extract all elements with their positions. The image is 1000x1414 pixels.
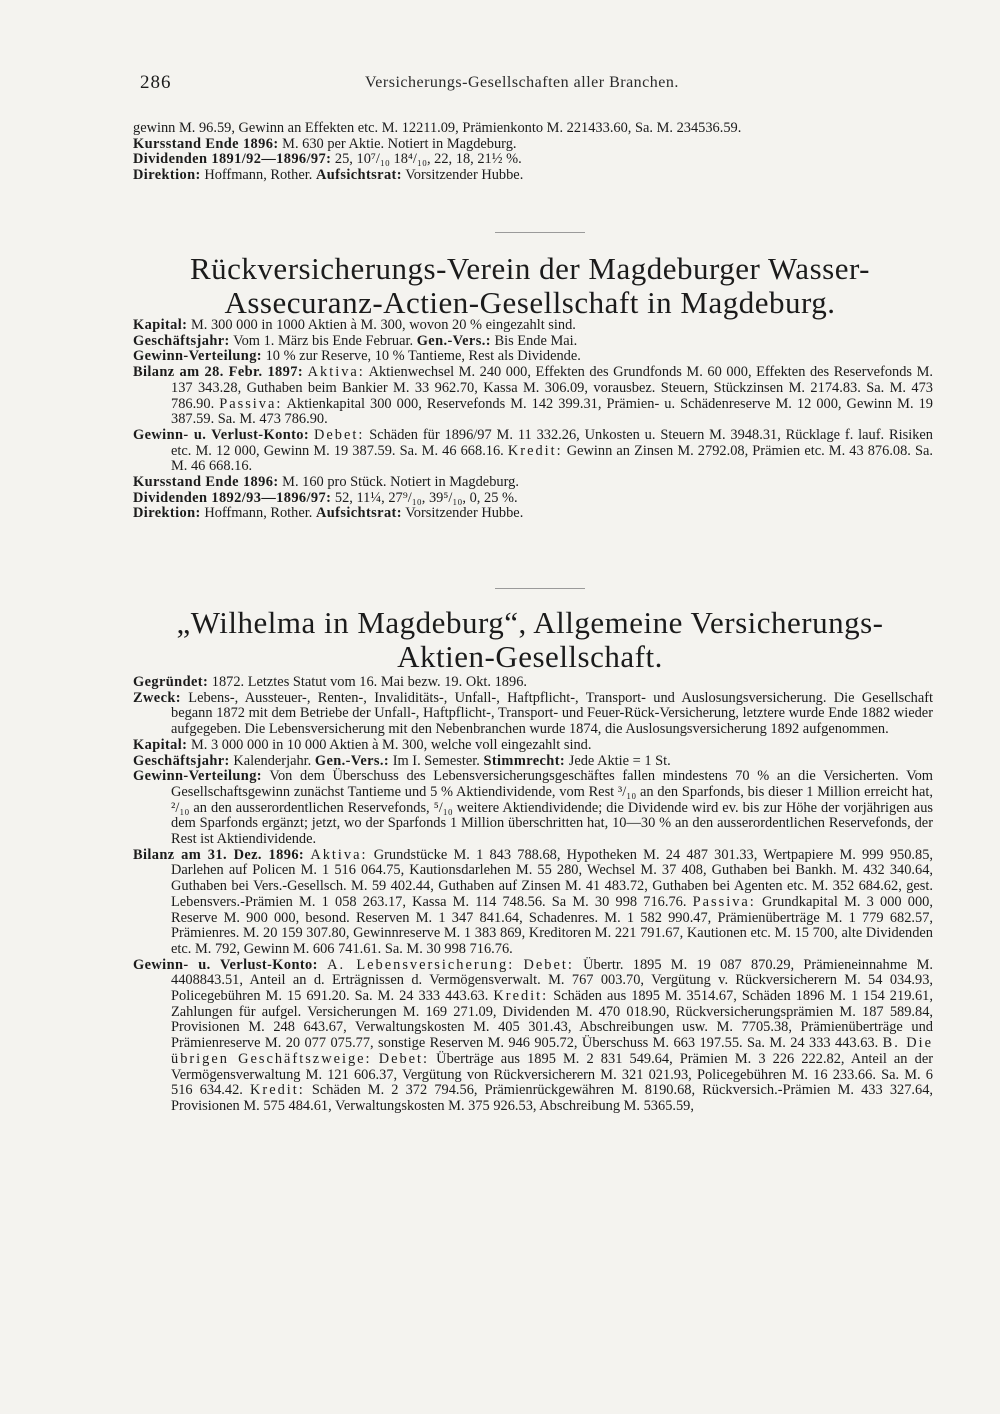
kredit-label: Kredit: <box>493 988 549 1005</box>
zweck-value: Lebens-, Aussteuer-, Renten-, Invaliditäts-, Unfall-, Haftpflicht-, Transport- und Auslosungsversicherung. Die Gesellschaft begann 1872 mit dem Betriebe der Unfall-, Haftpflicht-, Transport- und Feuer-Rück-Versicherung, letztere wurde Ende 1882 wieder aufgegeben. Die Lebensversicherung mit den Nebenbranchen wurde 1874, die Auslosungsversicherung 1892 aufgenommen. <box>171 689 933 738</box>
direktion-value: Hoffmann, Rother. <box>204 505 313 522</box>
zweck-label: Zweck: <box>133 689 181 706</box>
aufsichtsrat-value: Vorsitzender Hubbe. <box>405 167 524 184</box>
company-entry-rueckversicherung <box>133 318 933 522</box>
geschaeftsjahr-value: Vom 1. März bis Ende Februar. <box>233 332 414 349</box>
lebensversicherung-heading: A. Lebensversicherung: <box>327 956 515 973</box>
kapital-label: Kapital: <box>133 317 188 333</box>
kapital-value: M. 300 000 in 1000 Aktien à M. 300, wovon 20 % eingezahlt sind. <box>190 317 576 333</box>
kredit-label: Kredit: <box>507 442 563 459</box>
gewinnverteilung-value: 10 % zur Reserve, 10 % Tantieme, Rest als Dividende. <box>265 348 581 365</box>
company-title-line-2: Aktien-Gesellschaft. <box>397 639 663 674</box>
section-divider <box>495 588 585 589</box>
continued-text-body: gewinn M. 96.59, Gewinn an Effekten etc. M. 12211.09, Prämienkonto M. 221433.60, Sa. M. 234536.59. <box>133 120 742 136</box>
company-title-line-1: „Wilhelma in Magdeburg“, Allgemeine Versicherungs- <box>176 605 884 640</box>
kapital-label: Kapital: <box>133 736 188 753</box>
kursstand-value: M. 630 per Aktie. Notiert in Magdeburg. <box>282 135 517 152</box>
dividenden-value: 25, 10⁷/₁₀ 18⁴/₁₀, 22, 18, 21½ %. <box>334 151 522 168</box>
kursstand-label: Kursstand Ende 1896: <box>133 135 279 152</box>
debet-value: Übertr. 1895 M. 19 087 870.29, Prämieneinnahme M. 4408843.51, Anteil an d. Erträgnissen d. Vermögensverwalt. M. 767 003.70, Vergütung v. Rückversicherern M. 54 034.93, Policegebühren M. 15 691.20. Sa. M. 24 333 443.63. <box>171 956 933 1005</box>
company-title-line-1: Rückversicherungs-Verein der Magdeburger Wasser- <box>190 251 870 286</box>
dividenden-entry <box>133 152 933 168</box>
generalversammlung-label: Gen.-Vers.: <box>416 332 491 349</box>
direktion-entry <box>133 168 933 184</box>
gewinnverteilung-entry <box>133 769 933 848</box>
gewinnverteilung-entry <box>133 349 933 365</box>
geschaeftsjahr-label: Geschäftsjahr: <box>133 332 230 349</box>
debet-label: Debet: <box>378 1050 430 1067</box>
aufsichtsrat-value: Vorsitzender Hubbe. <box>405 505 524 522</box>
passiva-value: Grundkapital M. 3 000 000, Reserve M. 900 000, besond. Reserven M. 1 347 841.64, Schadenres. M. 1 582 990.47, Prämienüberträge M. 1 779 682.57, Prämienres. M. 20 159 307.80, Gewinnreserve M. 1 383 869, Kreditoren M. 221 791.67, Kautionen etc. M. 15 700, alte Dividenden etc. M. 792, Gewinn M. 606 741.61. Sa. M. 30 998 716.76. <box>171 893 933 957</box>
gewinnverteilung-value: Von dem Überschuss des Lebensversicherungsgeschäftes fallen mindestens 70 % an die Versicherten. Vom Gesellschaftsgewinn zunächst Tantieme und 5 % Aktiendividende, vom Rest ³/₁₀ an den Sparfonds, bis dieser 1 Million erreicht hat, ²/₁₀ an den ausserordentlichen Reservefonds, ⁵/₁₀ weitere Aktiendividende; die Dividende wird ev. bis zur Höhe der vorjährigen aus dem Sparfonds ergänzt; jetzt, wo der Sparfonds 1 Million überschritten hat, 10—30 % an den ausserordentlichen Reservefonds, der Rest ist Aktiendividende. <box>171 768 933 848</box>
debet-label: Debet: <box>523 956 574 973</box>
passiva-value: Aktienkapital 300 000, Reservefonds M. 142 399.31, Prämien- u. Schädenreserve M. 12 000, Gewinn M. 19 387.59. Sa. M. 473 786.90. <box>171 395 933 428</box>
aufsichtsrat-label: Aufsichtsrat: <box>315 167 402 184</box>
aktiva-value: Grundstücke M. 1 843 788.68, Hypotheken M. 24 487 301.33, Wertpapiere M. 999 950.85, Darlehen auf Policen M. 1 516 064.75, Kautionsdarlehen M. 55 280, Wechsel M. 37 408, Guthaben bei Bankh. M. 432 340.64, Guthaben bei Vers.-Gesellsch. M. 59 402.44, Guthaben auf Zinsen M. 41 483.72, Guthaben bei Agenten etc. M. 352 684.62, gest. Lebensvers.-Prämien M. 1 058 263.17, Kassa M. 114 748.56. Sa M. 30 998 716.76. <box>171 846 934 910</box>
company-entry-wilhelma <box>133 675 933 1115</box>
kursstand-entry <box>133 137 933 153</box>
stimmrecht-label: Stimmrecht: <box>483 752 566 769</box>
dividenden-entry <box>133 491 933 507</box>
direktion-label: Direktion: <box>133 167 201 184</box>
gewinnverteilung-label: Gewinn-Verteilung: <box>133 348 262 365</box>
company-title-line-2: Assecuranz-Actien-Gesellschaft in Magdeburg. <box>224 285 836 320</box>
debet-value: Überträge aus 1895 M. 2 831 549.64, Prämien M. 3 226 222.82, Anteil an der Vermögensverwaltung M. 121 606.37, Vergütung von Rückversicherern M. 321 021.93, Policegebühren M. 16 233.66. Sa. M. 6 516 634.42. <box>171 1050 933 1099</box>
kursstand-label: Kursstand Ende 1896: <box>133 474 279 491</box>
running-title: Versicherungs-Gesellschaften aller Branchen. <box>365 74 679 91</box>
generalversammlung-value: Im I. Semester. <box>392 752 480 769</box>
uebrige-zweige-heading: B. Die übrigen Geschäftszweige: <box>171 1035 933 1067</box>
generalversammlung-label: Gen.-Vers.: <box>314 752 390 769</box>
gewinn-verlust-label: Gewinn- u. Verlust-Konto: <box>133 956 318 973</box>
bilanz-label: Bilanz am 28. Febr. 1897: <box>133 364 304 381</box>
geschaeftsjahr-entry <box>133 754 933 770</box>
gegruendet-entry <box>133 675 933 691</box>
zweck-entry <box>133 691 933 738</box>
kapital-entry <box>133 318 933 334</box>
kredit-value: Gewinn an Zinsen M. 2792.08, Prämien etc. M. 43 876.08. Sa. M. 46 668.16. <box>171 442 933 475</box>
aktiva-label: Aktiva: <box>307 364 365 381</box>
kursstand-value: M. 160 pro Stück. Notiert in Magdeburg. <box>282 474 519 491</box>
passiva-label: Passiva: <box>219 395 283 412</box>
section-divider <box>495 232 585 233</box>
dividenden-label: Dividenden 1891/92—1896/97: <box>133 151 332 168</box>
gegruendet-label: Gegründet: <box>133 674 209 690</box>
previous-company-continuation <box>133 121 933 184</box>
page-number: 286 <box>140 72 172 93</box>
gegruendet-value: 1872. Letztes Statut vom 16. Mai bezw. 19. Okt. 1896. <box>211 674 527 690</box>
bilanz-label: Bilanz am 31. Dez. 1896: <box>133 846 305 863</box>
dividenden-label: Dividenden 1892/93—1896/97: <box>133 489 332 506</box>
kapital-entry <box>133 738 933 754</box>
direktion-value: Hoffmann, Rother. <box>204 167 313 184</box>
passiva-label: Passiva: <box>692 893 756 910</box>
page-header <box>140 72 940 98</box>
bilanz-entry <box>133 365 933 428</box>
aktiva-label: Aktiva: <box>310 846 368 863</box>
generalversammlung-value: Bis Ende Mai. <box>494 332 578 349</box>
aufsichtsrat-label: Aufsichtsrat: <box>315 505 402 522</box>
direktion-label: Direktion: <box>133 505 201 522</box>
gewinn-verlust-entry <box>133 958 933 1115</box>
kredit-label: Kredit: <box>250 1082 305 1099</box>
aktiva-value: Aktienwechsel M. 240 000, Effekten des Grundfonds M. 60 000, Effekten des Reservefonds M. 137 343.28, Guthaben beim Bankier M. 33 962.70, Kassa M. 306.09, vorausbez. Steuern, Stückzinsen M. 2174.83. Sa. M. 473 786.90. <box>171 364 933 412</box>
stimmrecht-value: Jede Aktie = 1 St. <box>568 752 671 769</box>
kapital-value: M. 3 000 000 in 10 000 Aktien à M. 300, welche voll eingezahlt sind. <box>190 736 592 753</box>
direktion-entry <box>133 506 933 522</box>
geschaeftsjahr-label: Geschäftsjahr: <box>133 752 230 769</box>
debet-label: Debet: <box>313 426 365 443</box>
debet-value: Schäden für 1896/97 M. 11 332.26, Unkosten u. Steuern M. 3948.31, Rücklage f. lauf. Risiken etc. M. 12 000, Gewinn M. 19 387.59. Sa. M. 46 668.16. <box>171 426 933 459</box>
geschaeftsjahr-value: Kalenderjahr. <box>233 752 312 769</box>
gewinn-verlust-label: Gewinn- u. Verlust-Konto: <box>133 426 310 443</box>
company-title <box>120 252 940 320</box>
bilanz-entry <box>133 848 933 958</box>
continued-text <box>133 121 933 137</box>
geschaeftsjahr-entry <box>133 334 933 350</box>
gewinn-verlust-entry <box>133 428 933 475</box>
dividenden-value: 52, 11¼, 27⁹/₁₀, 39⁵/₁₀, 0, 25 %. <box>334 489 518 506</box>
gewinnverteilung-label: Gewinn-Verteilung: <box>133 768 262 785</box>
company-title <box>120 606 940 674</box>
kredit-value: Schäden M. 2 372 794.56, Prämienrückgewähren M. 8190.68, Rückversich.-Prämien M. 433 327.64, Provisionen M. 575 484.61, Verwaltungskosten M. 375 926.53, Abschreibung M. 5365.59, <box>171 1082 933 1114</box>
kredit-value: Schäden aus 1895 M. 3514.67, Schäden 1896 M. 1 154 219.61, Zahlungen für aufgel. Versicherungen M. 169 271.09, Dividenden M. 470 018.90, Rückversicherungsprämien M. 187 589.84, Provisionen M. 248 643.67, Verwaltungskosten M. 405 301.43, Abschreibungen usw. M. 7705.38, Prämienüberträge und Prämienreserve M. 20 077 075.77, sonstige Reserven M. 946 905.72, Überschuss M. 663 197.55. Sa. M. 24 333 443.63. <box>171 988 933 1052</box>
kursstand-entry <box>133 475 933 491</box>
